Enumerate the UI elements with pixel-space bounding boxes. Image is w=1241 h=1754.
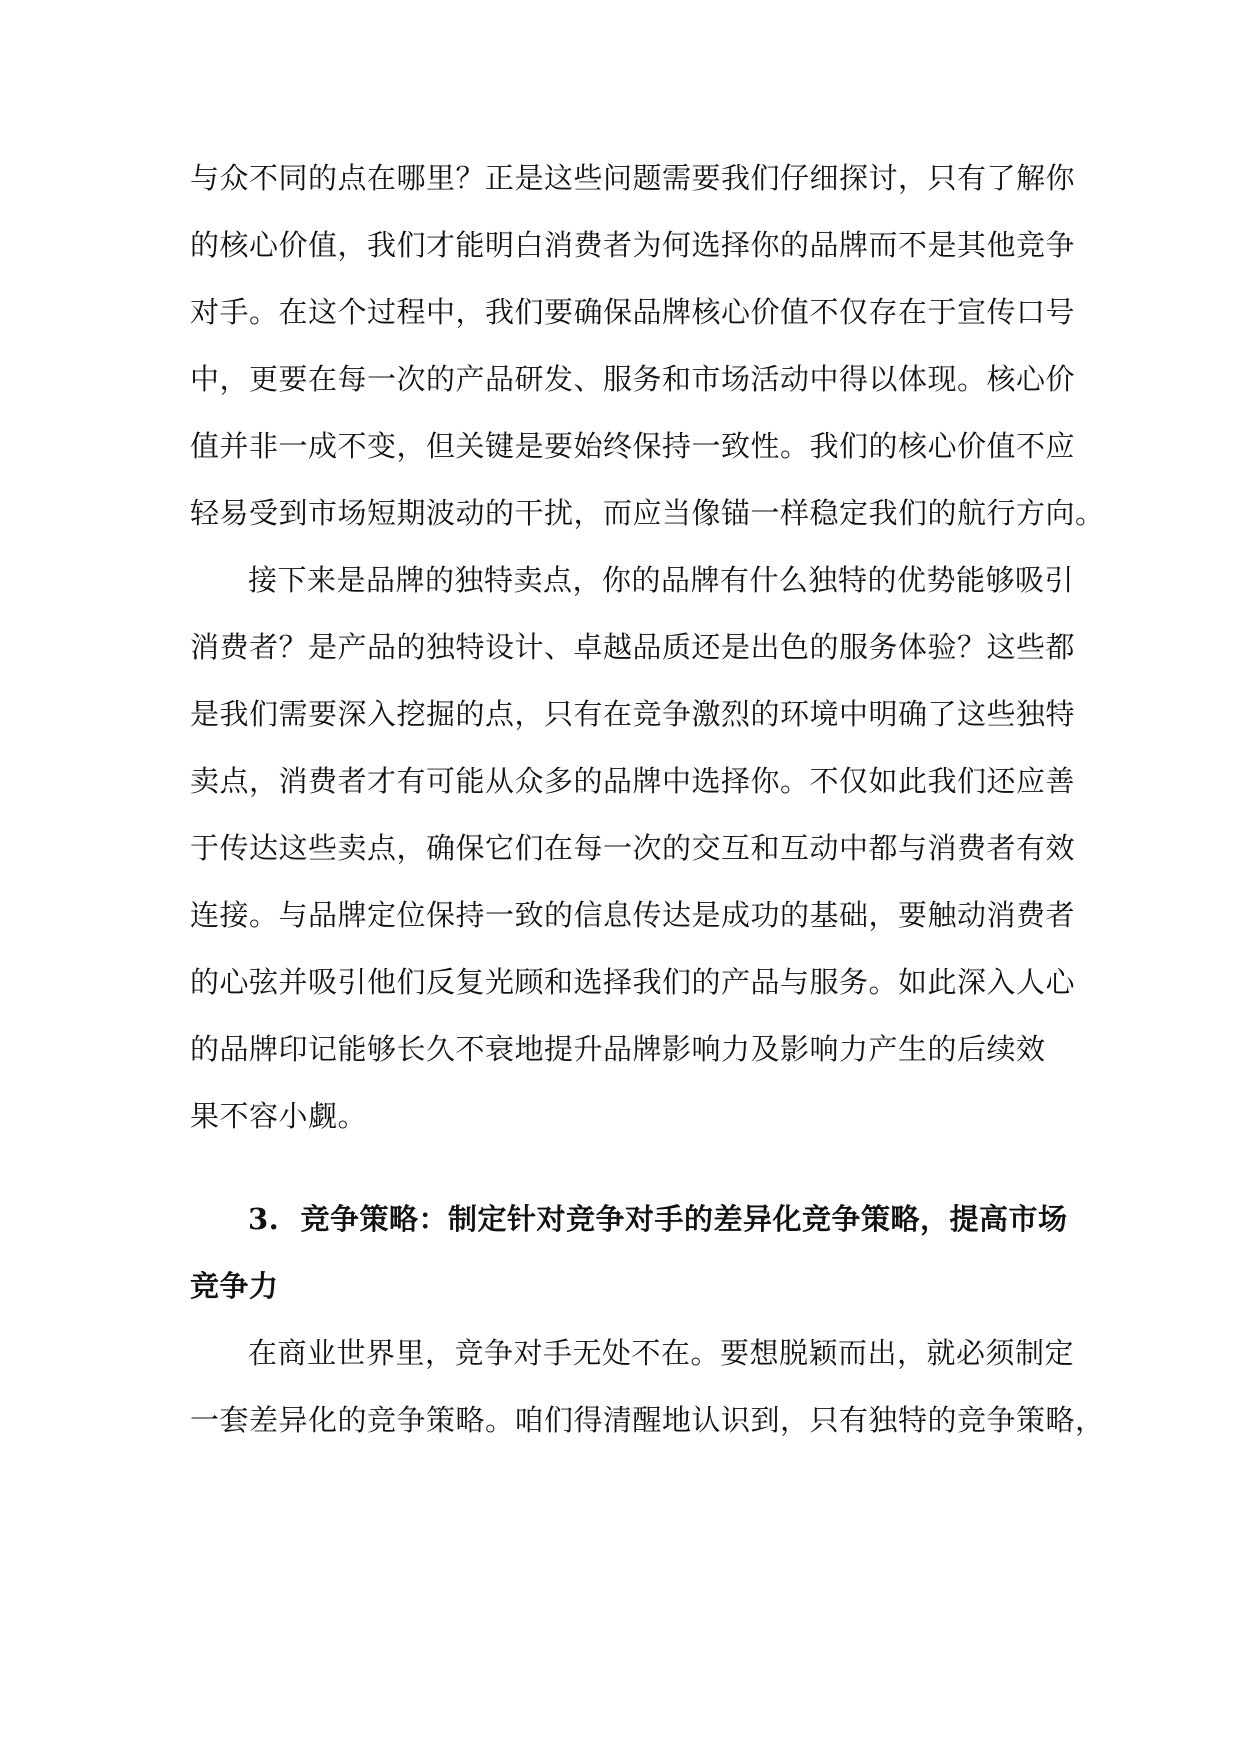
- text-line: 卖点，消费者才有可能从众多的品牌中选择你。不仅如此我们还应善: [190, 764, 1076, 798]
- text-line: 对手。在这个过程中，我们要确保品牌核心价值不仅存在于宣传口号: [190, 295, 1076, 329]
- document-body: [190, 145, 1105, 1454]
- text-line: 消费者？是产品的独特设计、卓越品质还是出色的服务体验？这些都: [190, 630, 1076, 664]
- heading-line: [190, 1186, 1068, 1253]
- text-line: 于传达这些卖点，确保它们在每一次的交互和互动中都与消费者有效: [190, 831, 1076, 865]
- text-line: 连接。与品牌定位保持一致的信息传达是成功的基础，要触动消费者: [190, 898, 1076, 932]
- text-line: 轻易受到市场短期波动的干扰，而应当像锚一样稳定我们的航行方向。: [190, 496, 1105, 530]
- text-line: 中，更要在每一次的产品研发、服务和市场活动中得以体现。核心价: [190, 362, 1076, 396]
- section-heading: [190, 1186, 1068, 1320]
- text-line: 值并非一成不变，但关键是要始终保持一致性。我们的核心价值不应: [190, 429, 1076, 463]
- paragraph-unique-selling-point: [190, 547, 1076, 1150]
- section-title: 竞争策略：制定针对竞争对手的差异化竞争策略，提高市场: [300, 1202, 1068, 1236]
- text-line: 一套差异化的竞争策略。咱们得清醒地认识到，只有独特的竞争策略，: [190, 1403, 1105, 1437]
- paragraph-competition: [190, 1320, 1105, 1454]
- text-line: 在商业世界里，竞争对手无处不在。要想脱颖而出，就必须制定: [248, 1336, 1075, 1370]
- paragraph-core-value: [190, 145, 1105, 547]
- section-spacer: [190, 1150, 1060, 1186]
- text-line: 的心弦并吸引他们反复光顾和选择我们的产品与服务。如此深入人心: [190, 965, 1076, 999]
- heading-line-continued: 竞争力: [190, 1269, 279, 1303]
- text-line: 的核心价值，我们才能明白消费者为何选择你的品牌而不是其他竞争: [190, 228, 1076, 262]
- text-line: 是我们需要深入挖掘的点，只有在竞争激烈的环境中明确了这些独特: [190, 697, 1076, 731]
- section-number: 3.: [248, 1202, 280, 1236]
- text-line: 的品牌印记能够长久不衰地提升品牌影响力及影响力产生的后续效: [190, 1032, 1046, 1066]
- text-line: 果不容小觑。: [190, 1099, 368, 1133]
- text-line: 与众不同的点在哪里？正是这些问题需要我们仔细探讨，只有了解你: [190, 161, 1076, 195]
- text-line: 接下来是品牌的独特卖点，你的品牌有什么独特的优势能够吸引: [248, 563, 1075, 597]
